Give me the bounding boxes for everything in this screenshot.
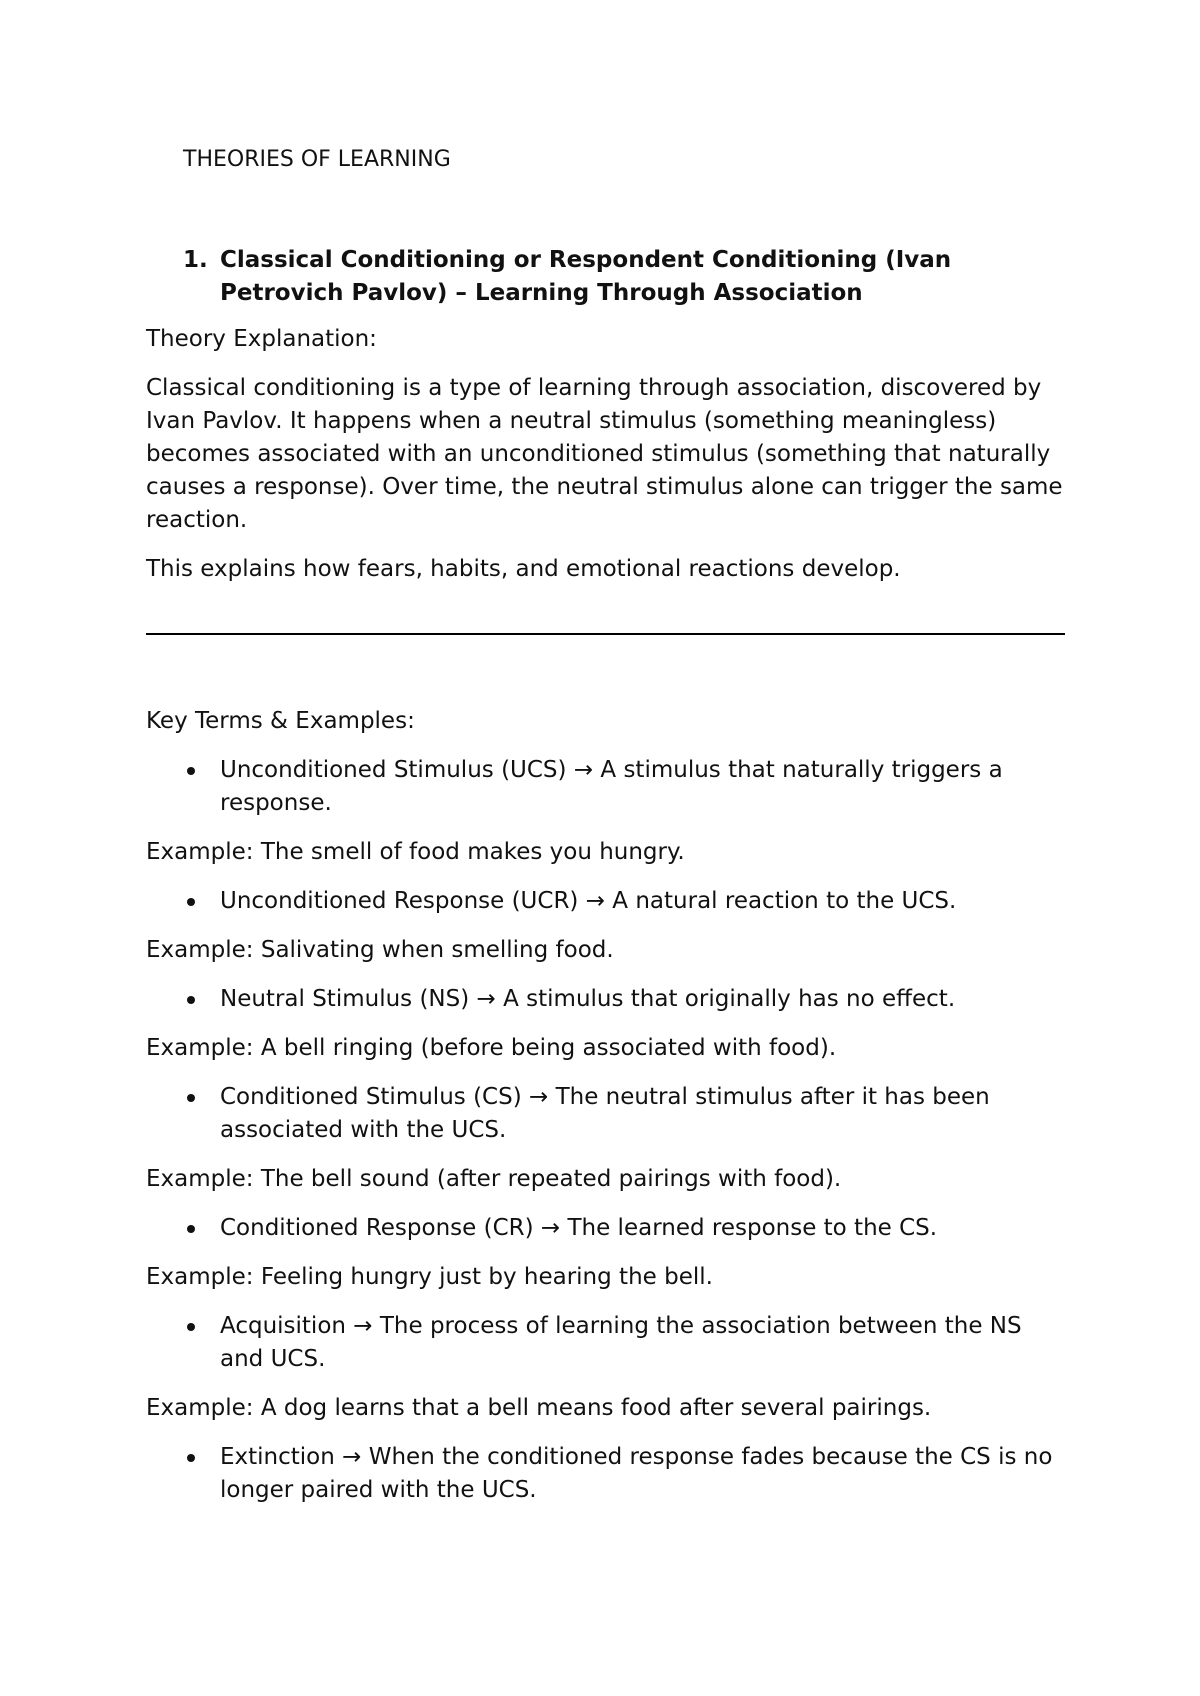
explanation-paragraph: This explains how fears, habits, and emotional reactions develop. — [146, 556, 901, 582]
document-title: THEORIES OF LEARNING — [183, 147, 451, 172]
section-heading-text: Classical Conditioning or Respondent Conditioning (Ivan Petrovich Pavlov) – Learning Through Association — [220, 247, 952, 306]
horizontal-divider — [146, 633, 1065, 635]
term-item — [146, 983, 1066, 1016]
section-number: 1. — [183, 247, 208, 273]
term-example: Example: A dog learns that a bell means food after several pairings. — [146, 1395, 932, 1421]
term-definition: Conditioned Stimulus (CS) → The neutral stimulus after it has been associated with the UCS. — [220, 1084, 990, 1143]
term-item — [146, 754, 1066, 820]
term-definition: Unconditioned Response (UCR) → A natural reaction to the UCS. — [220, 888, 957, 914]
bullet-icon — [187, 1225, 195, 1233]
bullet-icon — [187, 996, 195, 1004]
term-definition: Acquisition → The process of learning the association between the NS and UCS. — [220, 1313, 1022, 1372]
bullet-icon — [187, 898, 195, 906]
term-item — [146, 1310, 1066, 1376]
term-definition: Extinction → When the conditioned response fades because the CS is no longer paired with the UCS. — [220, 1444, 1053, 1503]
term-definition: Neutral Stimulus (NS) → A stimulus that originally has no effect. — [220, 986, 956, 1012]
term-example: Example: Salivating when smelling food. — [146, 937, 614, 963]
term-definition: Conditioned Response (CR) → The learned response to the CS. — [220, 1215, 938, 1241]
bullet-icon — [187, 1094, 195, 1102]
term-item — [146, 1081, 1066, 1147]
term-example: Example: The bell sound (after repeated pairings with food). — [146, 1166, 842, 1192]
term-example: Example: The smell of food makes you hungry. — [146, 839, 685, 865]
term-item — [146, 1441, 1066, 1507]
key-terms-label: Key Terms & Examples: — [146, 708, 415, 734]
explanation-label: Theory Explanation: — [146, 326, 377, 352]
term-example: Example: A bell ringing (before being associated with food). — [146, 1035, 837, 1061]
term-definition: Unconditioned Stimulus (UCS) → A stimulus that naturally triggers a response. — [220, 757, 1003, 816]
term-item — [146, 1212, 1066, 1245]
bullet-icon — [187, 1323, 195, 1331]
bullet-icon — [187, 1454, 195, 1462]
explanation-paragraph: Classical conditioning is a type of learning through association, discovered by Ivan Pavlov. It happens when a neutral stimulus (something meaningless) becomes associated with an unconditioned stimulus (something that naturally causes a response). Over time, the neutral stimulus alone can trigger the same reaction. — [146, 375, 1063, 533]
term-item — [146, 885, 1066, 918]
explanation-block — [146, 323, 1066, 586]
section-heading — [183, 244, 1063, 310]
key-terms-section — [146, 705, 1066, 1523]
bullet-icon — [187, 767, 195, 775]
term-example: Example: Feeling hungry just by hearing the bell. — [146, 1264, 713, 1290]
